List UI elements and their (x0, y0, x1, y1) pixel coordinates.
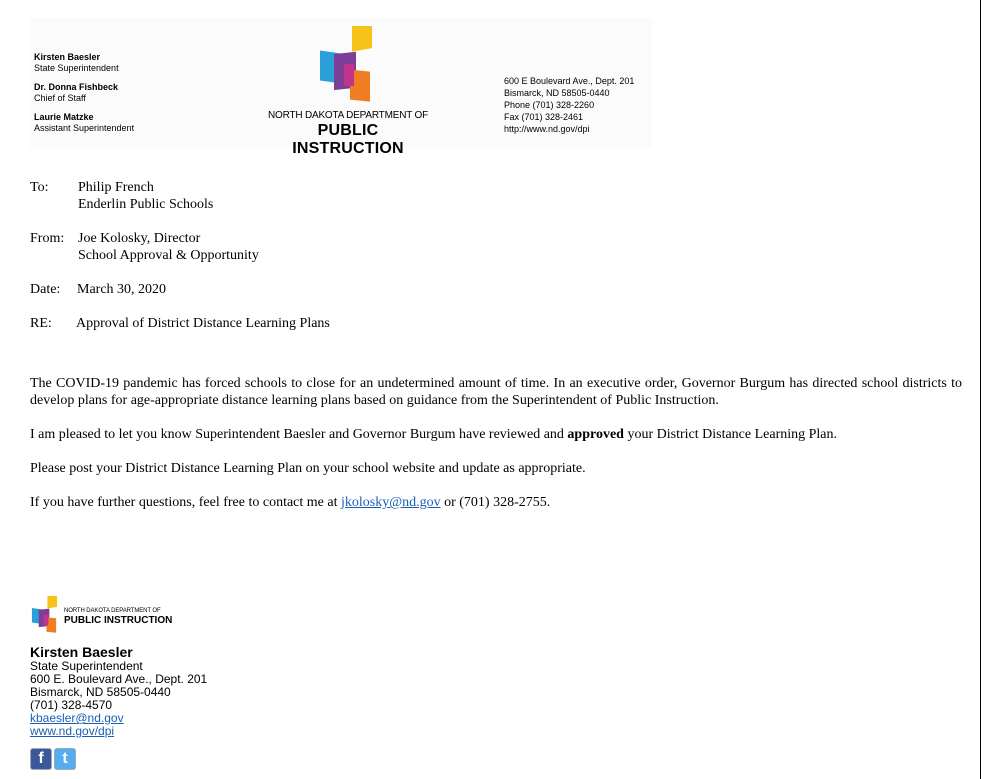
signature-block (30, 644, 207, 738)
p4-text-end: or (701) 328-2755. (440, 495, 551, 510)
p4-text: If you have further questions, feel free to contact me at (30, 495, 341, 510)
staff-title: Assistant Superintendent (34, 123, 135, 133)
facebook-icon[interactable]: f (30, 748, 52, 770)
address-line: 600 E Boulevard Ave., Dept. 201 (504, 76, 635, 86)
staff-title: State Superintendent (34, 63, 119, 73)
signature-org-name (64, 608, 172, 626)
ndpi-logo-small-icon (30, 596, 60, 634)
org-line-2: PUBLIC INSTRUCTION (292, 122, 404, 157)
date-label: Date: (30, 282, 61, 297)
signature-address-1: 600 E. Boulevard Ave., Dept. 201 (30, 672, 208, 686)
fax-line: Fax (701) 328-2461 (504, 112, 584, 122)
p2-text-end: your District Distance Learning Plan. (623, 427, 838, 442)
signature-email-link[interactable]: kbaesler@nd.gov (30, 711, 124, 725)
staff-title: Chief of Staff (34, 93, 86, 103)
phone-line: Phone (701) 328-2260 (504, 100, 595, 110)
p2-text: I am pleased to let you know Superintendent Baesler and Governor Burgum have reviewed and (30, 427, 568, 442)
from-label: From: (30, 231, 65, 246)
body-paragraph-2 (30, 426, 962, 443)
staff-name: Dr. Donna Fishbeck (34, 82, 119, 92)
to-name: Philip French (78, 180, 154, 195)
staff-list (34, 52, 134, 134)
signature-name: Kirsten Baesler (30, 644, 133, 660)
ndpi-logo-icon (316, 26, 378, 104)
twitter-icon[interactable]: t (54, 748, 76, 770)
body-paragraph-1: The COVID-19 pandemic has forced schools to close for an undetermined amount of time. In an executive order, Governor Burgum has directed school districts to develop plans for age-appropriate distance learning plans based on guidance from the Superintendent of Public Instruction. (30, 376, 962, 408)
address-line: Bismarck, ND 58505-0440 (504, 88, 610, 98)
sig-org-line-2: PUBLIC INSTRUCTION (64, 615, 173, 626)
sig-org-line-1: NORTH DAKOTA DEPARTMENT OF (64, 608, 161, 614)
signature-phone: (701) 328-4570 (30, 698, 113, 712)
to-label: To: (30, 180, 49, 195)
re-subject: Approval of District Distance Learning Plans (76, 316, 330, 331)
letterhead-address (504, 75, 634, 135)
staff-name: Laurie Matzke (34, 112, 94, 122)
org-line-1: NORTH DAKOTA DEPARTMENT OF (268, 110, 429, 121)
body-paragraph-3: Please post your District Distance Learning Plan on your school website and update as appropriate. (30, 461, 586, 476)
page-gutter (981, 0, 985, 779)
social-links (30, 748, 76, 770)
to-organization: Enderlin Public Schools (78, 197, 214, 212)
contact-email-link[interactable]: jkolosky@nd.gov (340, 495, 441, 510)
date-value: March 30, 2020 (77, 282, 167, 297)
letterhead-org-name (268, 110, 428, 158)
from-department: School Approval & Opportunity (78, 248, 259, 263)
signature-address-2: Bismarck, ND 58505-0440 (30, 685, 171, 699)
re-label: RE: (30, 316, 52, 331)
staff-name: Kirsten Baesler (34, 52, 101, 62)
signature-website-link[interactable]: www.nd.gov/dpi (30, 724, 115, 738)
signature-title: State Superintendent (30, 659, 143, 673)
website-line: http://www.nd.gov/dpi (504, 124, 590, 134)
body-paragraph-4 (30, 494, 962, 511)
from-name: Joe Kolosky, Director (78, 231, 201, 246)
approved-emphasis: approved (567, 427, 624, 442)
